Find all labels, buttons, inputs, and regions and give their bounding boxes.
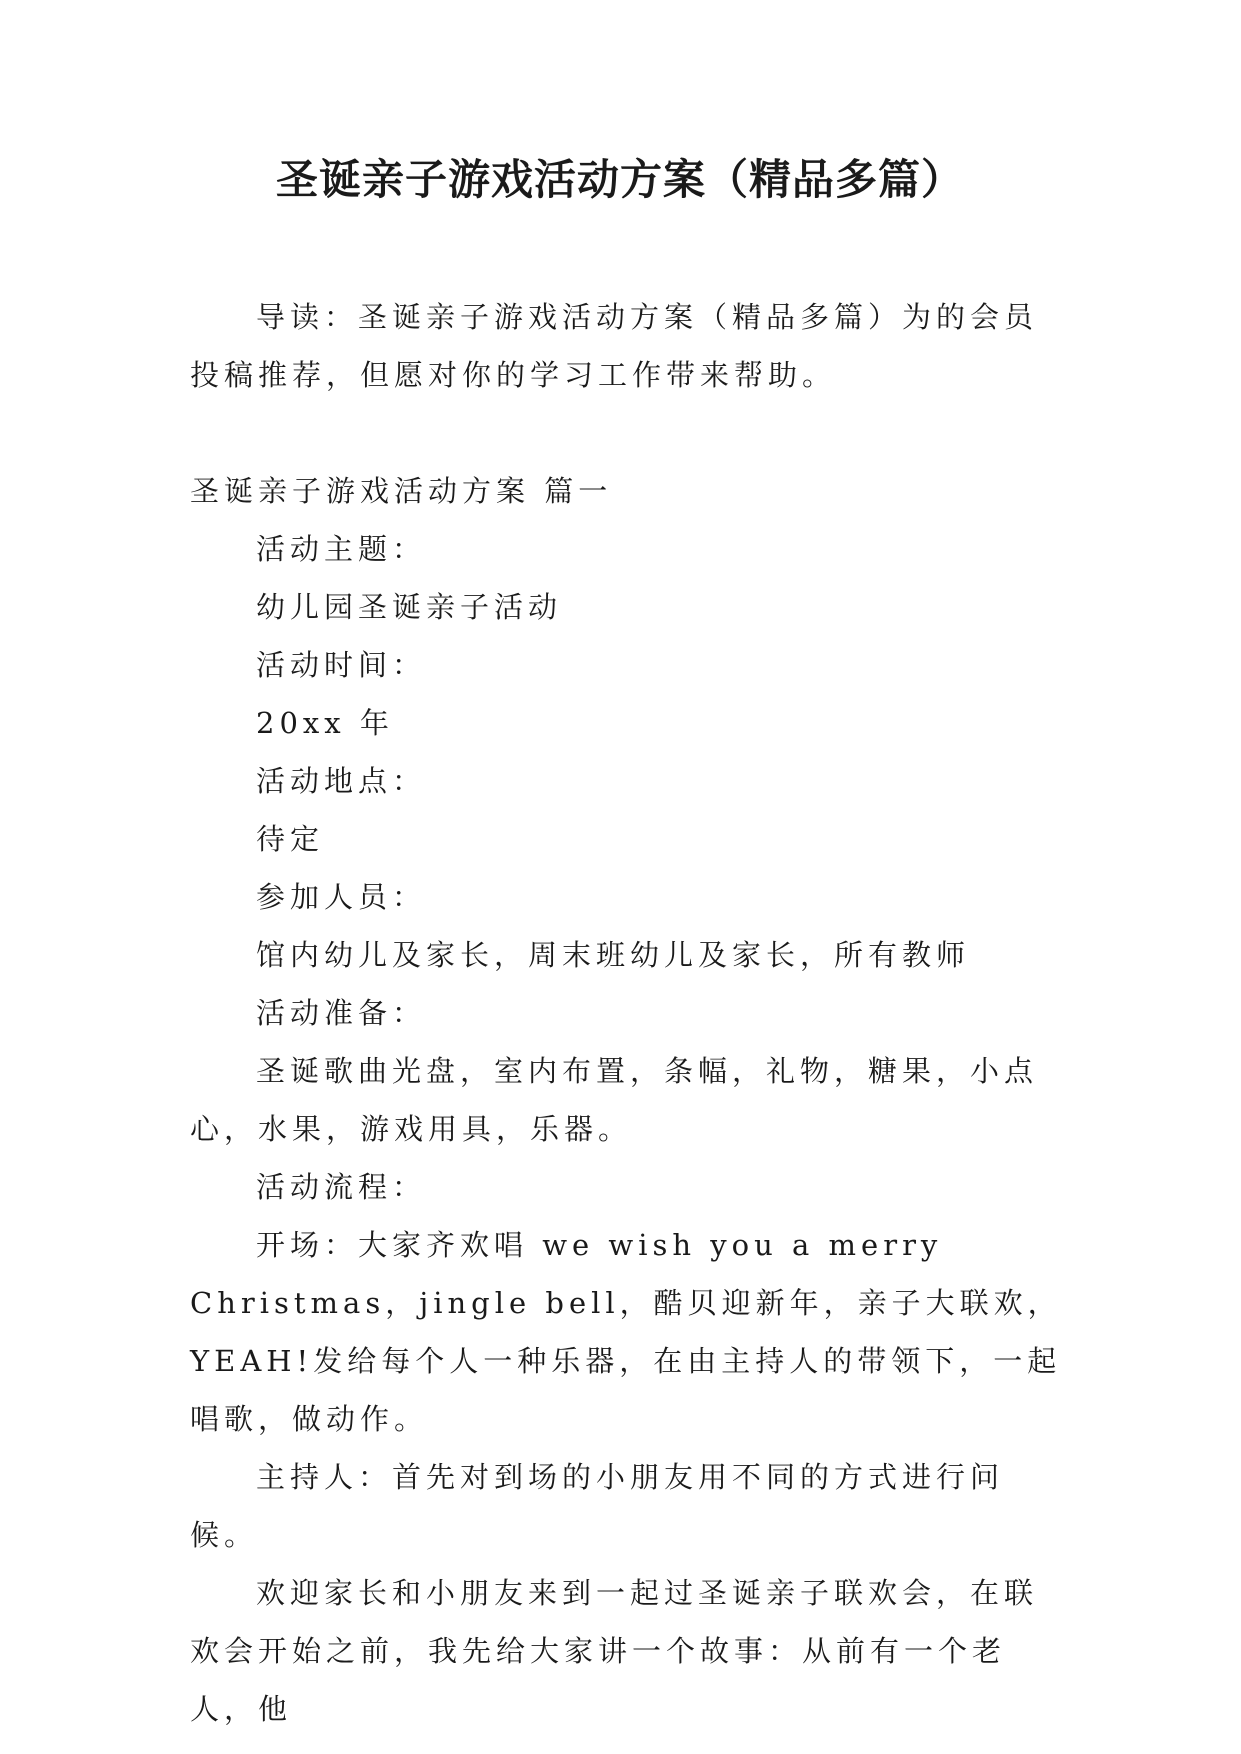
paragraph: 圣诞歌曲光盘，室内布置，条幅，礼物，糖果，小点心，水果，游戏用具，乐器。 — [190, 1054, 1039, 1146]
paragraph: 20xx 年 — [256, 706, 394, 740]
section-heading: 圣诞亲子游戏活动方案 篇一 — [190, 474, 613, 508]
paragraph: 参加人员： — [256, 880, 427, 914]
paragraph: 开场：大家齐欢唱 we wish you a merry Christmas，jingle bell，酷贝迎新年，亲子大联欢，YEAH!发给每个人一种乐器，在由主持人的带领下，一起唱歌，做动作。 — [190, 1228, 1062, 1436]
paragraph: 馆内幼儿及家长，周末班幼儿及家长，所有教师 — [256, 938, 971, 972]
document-body — [190, 288, 1070, 1738]
intro-paragraph: 导读：圣诞亲子游戏活动方案（精品多篇）为的会员投稿推荐，但愿对你的学习工作带来帮助。 — [190, 300, 1039, 392]
paragraph: 欢迎家长和小朋友来到一起过圣诞亲子联欢会，在联欢会开始之前，我先给大家讲一个故事：从前有一个老人，他 — [190, 1576, 1039, 1726]
paragraph: 活动时间： — [256, 648, 427, 682]
document-title: 圣诞亲子游戏活动方案（精品多篇） — [275, 155, 964, 204]
paragraph: 活动准备： — [256, 996, 427, 1030]
paragraph: 活动流程： — [256, 1170, 427, 1204]
paragraph: 主持人：首先对到场的小朋友用不同的方式进行问候。 — [190, 1460, 1005, 1552]
paragraph: 幼儿园圣诞亲子活动 — [256, 590, 563, 624]
paragraph: 待定 — [256, 822, 325, 856]
paragraph: 活动地点： — [256, 764, 427, 798]
paragraph: 活动主题： — [256, 532, 427, 566]
